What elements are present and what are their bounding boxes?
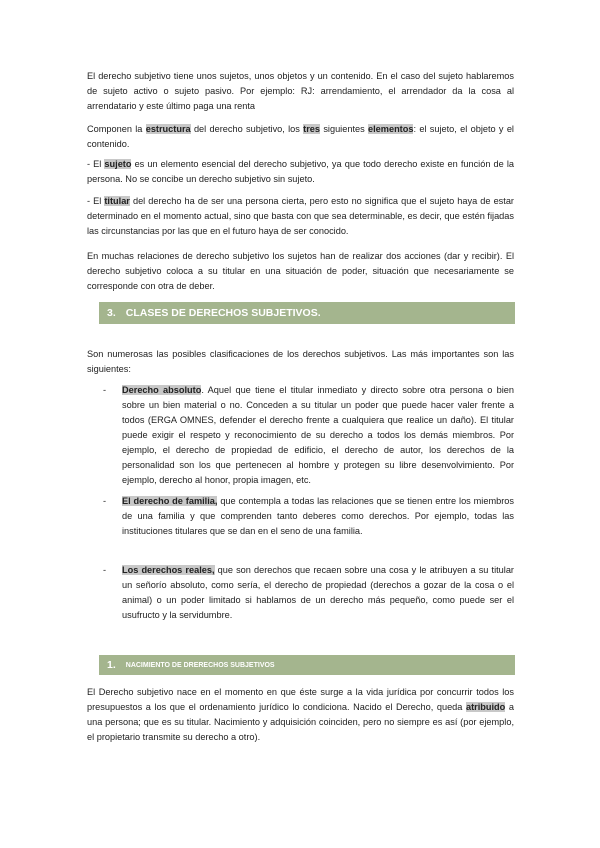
- paragraph-sujeto: [87, 157, 514, 187]
- text-run: - El: [87, 196, 105, 206]
- text-run: El Derecho subjetivo nace en el momento en que éste surge a la vida jurídica por concurrir todos los presupuestos a los que el ordenamiento jurídico lo condiciona. Nacido el Derecho, queda: [87, 687, 514, 712]
- highlight-sujeto: sujeto: [104, 159, 132, 169]
- highlight-elementos: elementos: [368, 124, 414, 134]
- list-item-derecho-familia: [103, 494, 514, 539]
- text-run: : el sujeto, el objeto y el contenido.: [87, 124, 514, 149]
- paragraph-intro-clasificaciones: Son numerosas las posibles clasificaciones de los derechos subjetivos. Las más importantes son las siguientes:: [87, 349, 514, 374]
- highlight-estructura: estructura: [145, 124, 191, 134]
- list-item-text: [122, 383, 514, 488]
- text-run: - El: [87, 159, 105, 169]
- section-heading-nacimiento: [99, 655, 515, 675]
- text-run: siguientes: [320, 124, 369, 134]
- paragraph-nacimiento: [87, 685, 514, 745]
- section-number: 3.: [107, 307, 116, 319]
- highlight-derecho-absoluto: Derecho absoluto: [122, 385, 202, 395]
- text-run: Componen la: [87, 124, 146, 134]
- section-number: 1.: [107, 659, 116, 671]
- section-heading-clases: [99, 302, 515, 324]
- list-item-text: [122, 494, 514, 539]
- text-run: del derecho ha de ser una persona cierta, pero esto no significa que el sujeto haya de estar determinado en el momento actual, sino que basta con que sea determinable, es decir, que estén fijadas las circunstancias por las que en el futuro haya de ser conocido.: [87, 196, 514, 236]
- list-dash: -: [103, 385, 107, 395]
- list-dash: -: [103, 565, 107, 575]
- text-run: es un elemento esencial del derecho subjetivo, ya que todo derecho existe en función de la persona. No se concibe un derecho subjetivo sin sujeto.: [87, 159, 514, 184]
- text-run: que son derechos que recaen sobre una cosa y le atribuyen a su titular un señorío absoluto, como sería, el derecho de propiedad (derechos a gozar de la cosa o el animal) o un poder limitado si hablamos de un derecho más pequeño, como puede ser el usufructo y la servidumbre.: [122, 565, 514, 620]
- section-title: NACIMIENTO DE DRERECHOS SUBJETIVOS: [125, 661, 275, 669]
- highlight-derechos-reales: Los derechos reales,: [122, 565, 215, 575]
- highlight-tres: tres: [303, 124, 321, 134]
- text-run: a una persona; que es su titular. Nacimiento y adquisición coinciden, pero no siempre es así (por ejemplo, el propietario transmite su derecho a otro).: [87, 702, 514, 742]
- list-item-derechos-reales: [103, 563, 514, 623]
- text-run: . Aquel que tiene el titular inmediato y directo sobre otra persona o bien sobre un bien material o no. Conceden a su titular un poder que puede hacer valer frente a todos (ERGA OMNES, defender el derecho frente a cualquiera que realice un daño). El titular puede exigir el respeto y reconocimiento de su derecho a todos los demás miembros. Por ejemplo, el derecho de propiedad de edificio, el derecho de autor, los derechos de la personalidad son los que pertenecen al hombre y protegen su libre desenvolvimiento. Por ejemplo, derecho al honor, propia imagen, etc.: [122, 385, 514, 485]
- paragraph-estructura: [87, 122, 514, 152]
- paragraph-titular: [87, 194, 514, 239]
- paragraph-sujetos-objetos: El derecho subjetivo tiene unos sujetos, unos objetos y un contenido. En el caso del sujeto hablaremos de sujeto activo o sujeto pasivo. Por ejemplo: RJ: arrendamiento, el arrendador da la cosa al arrendatario y este último paga una renta: [87, 71, 514, 111]
- text-run: del derecho subjetivo, los: [190, 124, 304, 134]
- paragraph-relaciones: En muchas relaciones de derecho subjetivo los sujetos han de realizar dos acciones (dar y recibir). El derecho subjetivo coloca a su titular en una situación de poder, situación que necesariamente se corresponde con otra de deber.: [87, 251, 514, 291]
- highlight-atribuido: atribuido: [465, 702, 506, 712]
- section-title: CLASES DE DERECHOS SUBJETIVOS.: [125, 307, 321, 319]
- list-dash: -: [103, 496, 107, 506]
- highlight-derecho-familia: El derecho de familia,: [122, 496, 218, 506]
- list-item-derecho-absoluto: [103, 383, 514, 488]
- list-item-text: [122, 563, 514, 623]
- highlight-titular: titular: [104, 196, 130, 206]
- text-run: que contempla a todas las relaciones que se tienen entre los miembros de una familia y que comprenden tanto deberes como derechos. Por ejemplo, todas las instituciones titulares que se dan en el seno de una familia.: [122, 496, 514, 536]
